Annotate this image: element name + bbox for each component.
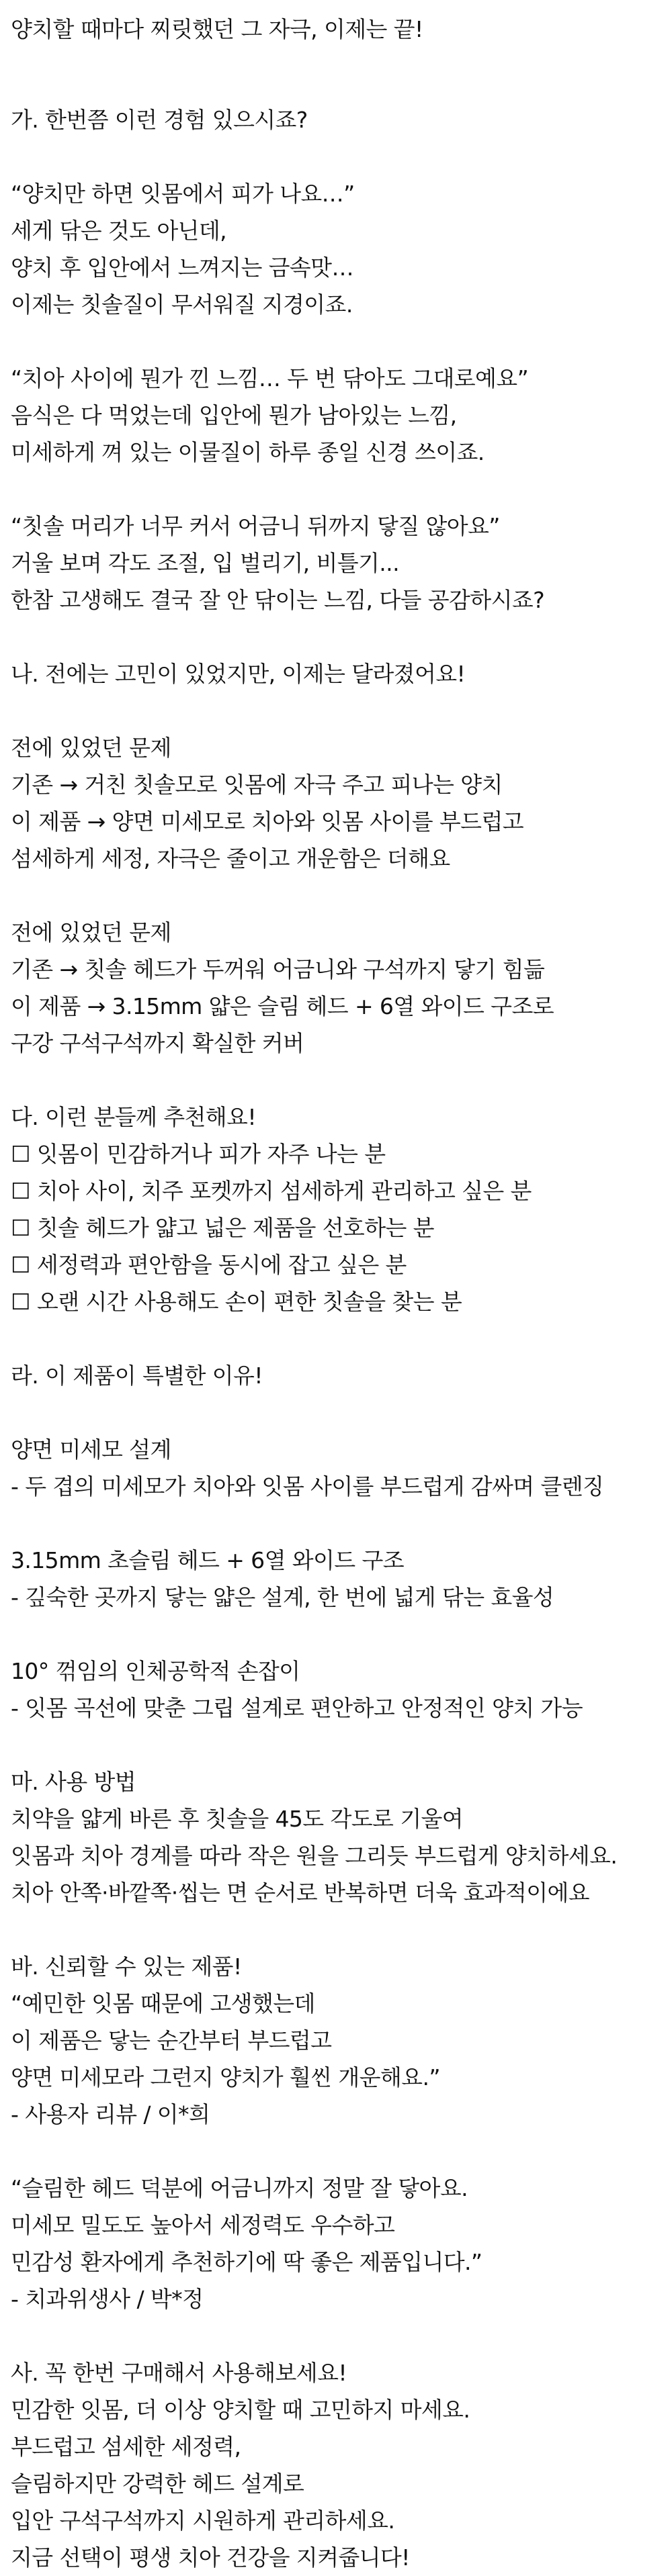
section-spacer bbox=[11, 1911, 672, 1948]
text-line: ☐ 세정력과 편안함을 동시에 잡고 싶은 분 bbox=[11, 1252, 407, 1278]
text-line: 거울 보며 각도 조절, 입 벌리기, 비틀기... bbox=[11, 550, 399, 576]
text-line: 치아 안쪽·바깥쪽·씹는 면 순서로 반복하면 더욱 효과적이에요 bbox=[11, 1880, 590, 1906]
text-line: “치아 사이에 뭔가 낀 느낌… 두 번 닦아도 그대로예요” bbox=[11, 365, 529, 392]
text-line: - 사용자 리뷰 / 이*희 bbox=[11, 2101, 210, 2127]
section-ba-review-1 bbox=[11, 1948, 672, 2133]
text-line: 양면 미세모라 그런지 양치가 훨씬 개운해요.” bbox=[11, 2064, 440, 2090]
section-ga-heading bbox=[11, 101, 672, 138]
text-line: ☐ 치아 사이, 치주 포켓까지 섬세하게 관리하고 싶은 분 bbox=[11, 1178, 532, 1204]
text-line: 부드럽고 섬세한 세정력, bbox=[11, 2434, 241, 2460]
text-line: 다. 이런 분들께 추천해요! bbox=[11, 1104, 256, 1130]
section-spacer bbox=[11, 1394, 672, 1431]
text-line: - 잇몸 곡선에 맞춘 그립 설계로 편안하고 안정적인 양치 가능 bbox=[11, 1695, 583, 1721]
text-line: 이 제품은 닿는 순간부터 부드럽고 bbox=[11, 2027, 332, 2054]
text-line: - 깊숙한 곳까지 닿는 얇은 설계, 한 번에 넓게 닦는 효율성 bbox=[11, 1584, 554, 1610]
section-spacer bbox=[11, 471, 672, 508]
section-review-2 bbox=[11, 2170, 672, 2317]
text-line: 미세하게 껴 있는 이물질이 하루 종일 신경 쓰이죠. bbox=[11, 439, 485, 465]
section-problem-1 bbox=[11, 729, 672, 877]
section-spacer bbox=[11, 2317, 672, 2354]
text-line: “슬림한 헤드 덕분에 어금니까지 정말 잘 닿아요. bbox=[11, 2175, 468, 2201]
text-line: 민감성 환자에게 추천하기에 딱 좋은 제품입니다.” bbox=[11, 2249, 482, 2275]
text-line: “양치만 하면 잇몸에서 피가 나요…” bbox=[11, 181, 355, 207]
section-ma-usage bbox=[11, 1763, 672, 1911]
text-line: - 두 겹의 미세모가 치아와 잇몸 사이를 부드럽게 감싸며 클렌징 bbox=[11, 1473, 604, 1500]
section-exp-2 bbox=[11, 360, 672, 471]
text-line: 바. 신뢰할 수 있는 제품! bbox=[11, 1953, 242, 1980]
section-feature-3 bbox=[11, 1653, 672, 1727]
text-line: - 치과위생사 / 박*정 bbox=[11, 2286, 204, 2312]
text-line: 라. 이 제품이 특별한 이유! bbox=[11, 1363, 263, 1389]
section-feature-1 bbox=[11, 1431, 672, 1505]
text-line: 이제는 칫솔질이 무서워질 지경이죠. bbox=[11, 291, 353, 318]
section-spacer bbox=[11, 877, 672, 914]
section-exp-1 bbox=[11, 175, 672, 323]
text-line: ☐ 오랜 시간 사용해도 손이 편한 칫솔을 찾는 분 bbox=[11, 1289, 462, 1315]
section-spacer bbox=[11, 1505, 672, 1542]
text-line: 미세모 밀도도 높아서 세정력도 우수하고 bbox=[11, 2212, 395, 2238]
text-line: ☐ 칫솔 헤드가 얇고 넓은 제품을 선호하는 분 bbox=[11, 1215, 434, 1241]
section-spacer bbox=[11, 138, 672, 175]
text-line: 양치 후 입안에서 느껴지는 금속맛… bbox=[11, 255, 353, 281]
text-line: 세게 닦은 것도 아닌데, bbox=[11, 218, 227, 244]
section-spacer bbox=[11, 618, 672, 655]
text-line: 양면 미세모 설계 bbox=[11, 1436, 171, 1463]
text-line: “예민한 잇몸 때문에 고생했는데 bbox=[11, 1990, 315, 2017]
text-line: 치약을 얇게 바른 후 칫솔을 45도 각도로 기울여 bbox=[11, 1806, 464, 1832]
section-spacer bbox=[11, 1062, 672, 1099]
text-line: 마. 사용 방법 bbox=[11, 1769, 136, 1795]
text-line: 가. 한번쯤 이런 경험 있으시죠? bbox=[11, 107, 308, 133]
text-line: 음식은 다 먹었는데 입안에 뭔가 남아있는 느낌, bbox=[11, 402, 457, 428]
section-intro bbox=[11, 11, 672, 48]
text-line: 섬세하게 세정, 자극은 줄이고 개운함은 더해요 bbox=[11, 845, 450, 872]
text-line: 3.15mm 초슬림 헤드 + 6열 와이드 구조 bbox=[11, 1547, 405, 1573]
section-sa-closing bbox=[11, 2354, 672, 2576]
text-line: 전에 있었던 문제 bbox=[11, 735, 171, 761]
text-line: 지금 선택이 평생 치아 건강을 지켜줍니다! bbox=[11, 2544, 410, 2571]
section-spacer bbox=[11, 1616, 672, 1653]
section-da-recommend bbox=[11, 1099, 672, 1320]
section-spacer bbox=[11, 48, 672, 101]
text-line: 기존 → 칫솔 헤드가 두꺼워 어금니와 구석까지 닿기 힘듦 bbox=[11, 956, 545, 982]
section-ra-heading bbox=[11, 1357, 672, 1394]
section-spacer bbox=[11, 692, 672, 729]
text-line: ☐ 잇몸이 민감하거나 피가 자주 나는 분 bbox=[11, 1141, 386, 1167]
text-line: 민감한 잇몸, 더 이상 양치할 때 고민하지 마세요. bbox=[11, 2397, 470, 2423]
text-line: 나. 전에는 고민이 있었지만, 이제는 달라졌어요! bbox=[11, 661, 466, 687]
text-line: 잇몸과 치아 경계를 따라 작은 원을 그리듯 부드럽게 양치하세요. bbox=[11, 1843, 618, 1869]
section-spacer bbox=[11, 2133, 672, 2170]
text-line: 양치할 때마다 찌릿했던 그 자극, 이제는 끝! bbox=[11, 16, 423, 42]
section-spacer bbox=[11, 1320, 672, 1357]
text-line: 이 제품 → 양면 미세모로 치아와 잇몸 사이를 부드럽고 bbox=[11, 809, 524, 835]
section-spacer bbox=[11, 323, 672, 360]
text-line: “칫솔 머리가 너무 커서 어금니 뒤까지 닿질 않아요” bbox=[11, 513, 500, 539]
text-line: 이 제품 → 3.15mm 얇은 슬림 헤드 + 6열 와이드 구조로 bbox=[11, 993, 554, 1019]
text-line: 10° 꺾임의 인체공학적 손잡이 bbox=[11, 1658, 300, 1684]
text-line: 입안 구석구석까지 시원하게 관리하세요. bbox=[11, 2508, 395, 2534]
text-line: 구강 구석구석까지 확실한 커버 bbox=[11, 1030, 304, 1056]
text-line: 슬림하지만 강력한 헤드 설계로 bbox=[11, 2471, 304, 2497]
section-feature-2 bbox=[11, 1542, 672, 1616]
text-line: 전에 있었던 문제 bbox=[11, 919, 171, 946]
section-problem-2 bbox=[11, 914, 672, 1062]
section-spacer bbox=[11, 1727, 672, 1763]
text-line: 기존 → 거친 칫솔모로 잇몸에 자극 주고 피나는 양치 bbox=[11, 772, 503, 798]
section-na-heading bbox=[11, 655, 672, 692]
section-exp-3 bbox=[11, 508, 672, 618]
text-line: 사. 꼭 한번 구매해서 사용해보세요! bbox=[11, 2360, 347, 2386]
text-line: 한참 고생해도 결국 잘 안 닦이는 느낌, 다들 공감하시죠? bbox=[11, 587, 545, 613]
